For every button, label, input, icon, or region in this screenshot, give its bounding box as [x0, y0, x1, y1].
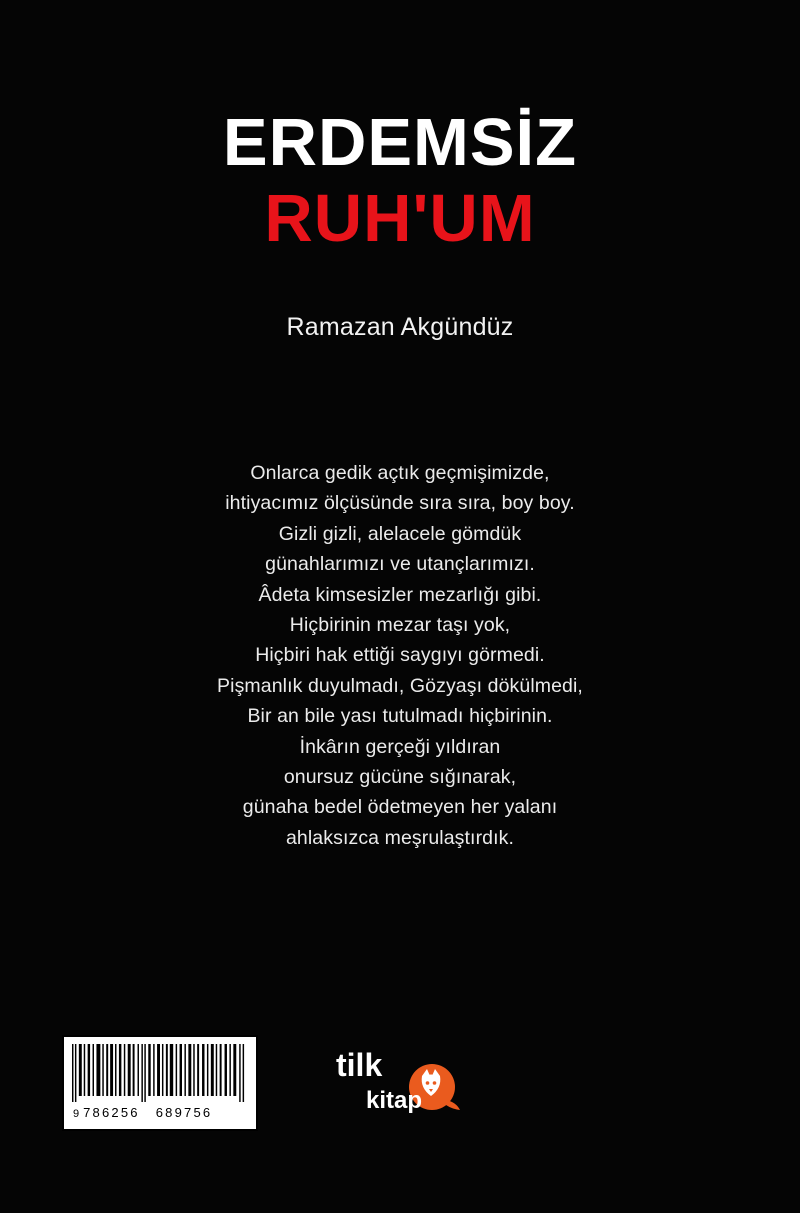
poem-line: Hiçbiri hak ettiği saygıyı görmedi. — [255, 644, 545, 667]
barcode-bars-icon — [72, 1044, 248, 1102]
author-name: Ramazan Akgündüz — [286, 313, 514, 341]
poem-line: onursuz gücüne sığınarak, — [283, 766, 517, 789]
isbn-barcode — [62, 1035, 258, 1131]
barcode-lead-digit: 9 — [73, 1108, 80, 1120]
poem-line: Gizli gizli, alelacele gömdük — [278, 522, 522, 545]
svg-text:tilk: tilk — [336, 1047, 383, 1083]
book-title — [0, 105, 800, 256]
title-line-primary: ERDEMSİZ — [222, 105, 578, 180]
poem-line: ahlaksızca meşrulaştırdık. — [285, 826, 514, 849]
barcode-digits — [72, 1105, 248, 1120]
poem-line: günahlarımızı ve utançlarımızı. — [265, 553, 535, 576]
poem-line: Hiçbirinin mezar taşı yok, — [289, 614, 511, 637]
svg-text:kitap: kitap — [366, 1087, 423, 1114]
barcode-group-1: 786256 — [83, 1105, 140, 1120]
poem-text — [0, 458, 800, 853]
publisher-logo — [336, 1042, 468, 1124]
poem-line: ihtiyacımız ölçüsünde sıra sıra, boy boy. — [225, 492, 575, 515]
poem-line: Pişmanlık duyulmadı, Gözyaşı dökülmedi, — [217, 674, 583, 697]
poem-line: Onlarca gedik açtık geçmişimizde, — [250, 462, 550, 484]
poem-line: İnkârın gerçeği yıldıran — [299, 735, 501, 758]
title-line-secondary: RUH'UM — [264, 180, 536, 256]
poem-line: günaha bedel ödetmeyen her yalanı — [242, 796, 558, 819]
tilki-kitap-logo-icon — [336, 1042, 468, 1124]
barcode-group-2: 689756 — [155, 1105, 213, 1120]
poem-line: Bir an bile yası tutulmadı hiçbirinin. — [247, 705, 553, 728]
poem-line: Âdeta kimsesizler mezarlığı gibi. — [258, 583, 542, 606]
